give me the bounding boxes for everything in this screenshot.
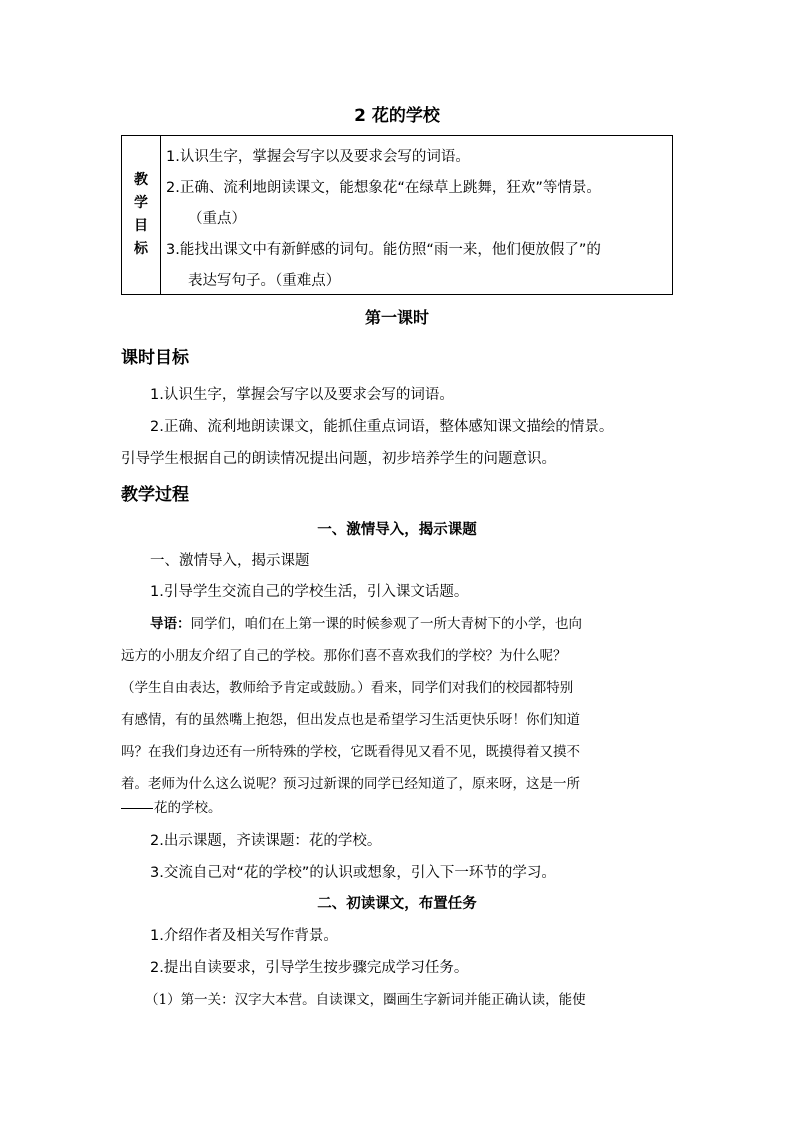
period-goal-item: 引导学生根据自己的朗读情况提出问题，初步培养学生的问题意识。 <box>121 451 556 467</box>
part1-step3: 3.交流自己对“花的学校”的认识或想象，引入下一环节的学习。 <box>150 865 556 881</box>
goal-line: （重点） <box>188 211 246 227</box>
part2-task1: （1）第一关：汉字大本营。自读课文，圈画生字新词并能正确认读，能使 <box>145 992 586 1008</box>
part1-restated: 一、激情导入，揭示课题 <box>150 553 310 569</box>
intro-paragraph-line: （学生自由表达，教师给予肯定或鼓励。）看来，同学们对我们的校园都特别 <box>121 680 574 696</box>
goal-label-char: 学 <box>134 195 148 211</box>
part1-title: 一、激情导入，揭示课题 <box>317 522 477 538</box>
intro-label: 导语： <box>150 616 191 632</box>
goal-line: 2.正确、流利地朗读课文，能想象花“在绿草上跳舞，狂欢”等情景。 <box>166 180 601 196</box>
period-title: 第一课时 <box>364 308 429 327</box>
em-dash <box>121 808 153 809</box>
part2-step2: 2.提出自读要求，引导学生按步骤完成学习任务。 <box>150 960 469 976</box>
goal-line: 3.能找出课文中有新鲜感的词句。能仿照“雨一来，他们便放假了”的 <box>166 242 601 258</box>
intro-paragraph-line: 有感情，有的虽然嘴上抱怨，但出发点也是希望学习生活更快乐呀！你们知道 <box>121 712 580 728</box>
part2-title: 二、初读课文，布置任务 <box>317 896 477 912</box>
goal-label-char: 目 <box>134 218 148 234</box>
teaching-goals-table <box>121 135 673 295</box>
teaching-goals-label <box>122 136 161 294</box>
period-goal-item: 2.正确、流利地朗读课文，能抓住重点词语，整体感知课文描绘的情景。 <box>150 419 614 435</box>
part2-step1: 1.介绍作者及相关写作背景。 <box>150 928 338 944</box>
intro-paragraph-line: 导语：同学们，咱们在上第一课的时候参观了一所大青树下的小学，也向 <box>150 616 582 632</box>
process-heading: 教学过程 <box>121 485 189 505</box>
goal-line: 表达写句子。（重难点） <box>188 273 341 289</box>
period-goal-item: 1.认识生字，掌握会写字以及要求会写的词语。 <box>150 387 454 403</box>
intro-paragraph-line: 远方的小朋友介绍了自己的学校。那你们喜不喜欢我们的学校？为什么呢？ <box>121 648 567 664</box>
teaching-goals-content <box>166 142 671 297</box>
goal-line: 1.认识生字，掌握会写字以及要求会写的词语。 <box>166 149 470 165</box>
intro-paragraph-end: 花的学校。 <box>121 797 673 819</box>
intro-paragraph-line: 着。老师为什么这么说呢？预习过新课的同学已经知道了，原来呀，这是一所 <box>121 776 580 792</box>
lesson-title: 2 花的学校 <box>354 106 440 126</box>
part1-step2: 2.出示课题，齐读课题：花的学校。 <box>150 833 382 849</box>
period-goals-heading: 课时目标 <box>121 348 189 368</box>
part1-step1: 1.引导学生交流自己的学校生活，引入课文话题。 <box>150 584 469 600</box>
goal-label-char: 标 <box>134 241 148 257</box>
goal-label-char: 教 <box>134 172 148 188</box>
intro-paragraph-line: 吗？在我们身边还有一所特殊的学校，它既看得见又看不见，既摸得着又摸不 <box>121 744 580 760</box>
